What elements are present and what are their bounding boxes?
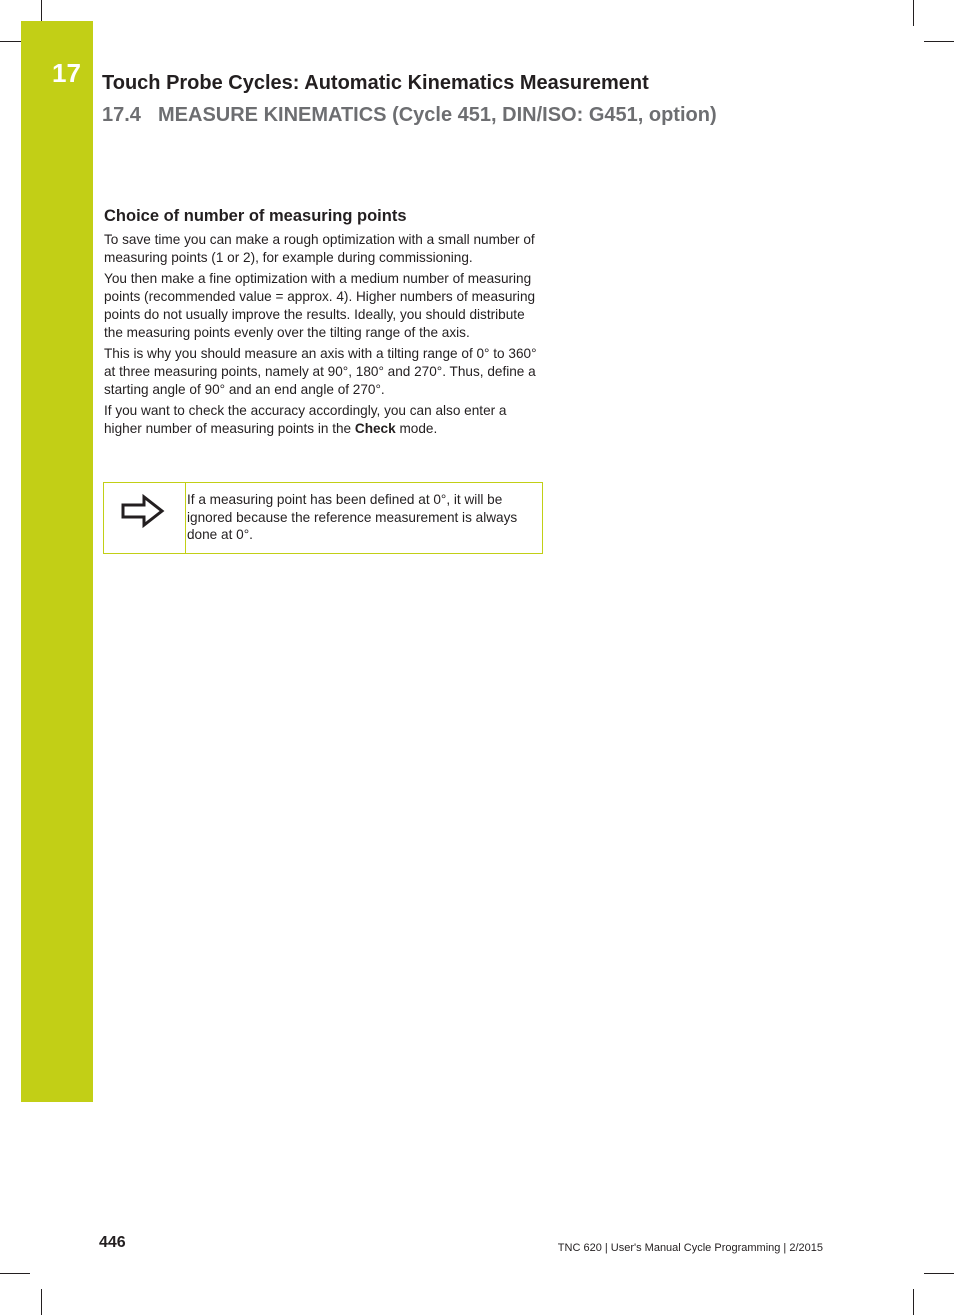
chapter-number: 17 [52, 58, 81, 88]
crop-mark [924, 41, 954, 42]
note-text: If a measuring point has been defined at 0°, it will be ignored because the reference measurement is always done at 0°. [187, 492, 518, 542]
section-number: 17.4 [102, 104, 141, 126]
main-content [104, 205, 540, 441]
note-box [103, 482, 543, 554]
section-title: MEASURE KINEMATICS (Cycle 451, DIN/ISO: G451, option) [158, 104, 717, 126]
page-number: 446 [99, 1234, 126, 1251]
section-heading: Choice of number of measuring points [104, 207, 407, 225]
paragraph: This is why you should measure an axis with a tilting range of 0° to 360° at three measuring points, namely at 90°, 180° and 270°. Thus, define a starting angle of 90° and an end angle of 270°. [104, 346, 537, 397]
crop-mark [0, 1273, 30, 1274]
paragraph-text: If you want to check the accuracy accordingly, you can also enter a higher number of measuring points in the [104, 403, 507, 436]
arrow-right-icon [120, 493, 166, 529]
note-divider [185, 483, 186, 553]
paragraph: You then make a fine optimization with a medium number of measuring points (recommended value = approx. 4). Higher numbers of measuring points do not usually improve the results. Ideally, you should distribute the measuring points evenly over the tilting range of the axis. [104, 271, 536, 340]
crop-mark [913, 1289, 914, 1315]
footer-text: TNC 620 | User's Manual Cycle Programming | 2/2015 [557, 1242, 823, 1254]
chapter-title: Touch Probe Cycles: Automatic Kinematics Measurement [102, 72, 649, 94]
chapter-tab-bar [21, 21, 93, 1102]
crop-mark [41, 1289, 42, 1315]
paragraph [104, 402, 540, 438]
check-mode-term: Check [354, 421, 396, 436]
crop-mark [913, 0, 914, 26]
crop-mark [924, 1273, 954, 1274]
paragraph-text: mode. [395, 421, 438, 436]
paragraph: To save time you can make a rough optimization with a small number of measuring points (1 or 2), for example during commissioning. [104, 232, 535, 265]
